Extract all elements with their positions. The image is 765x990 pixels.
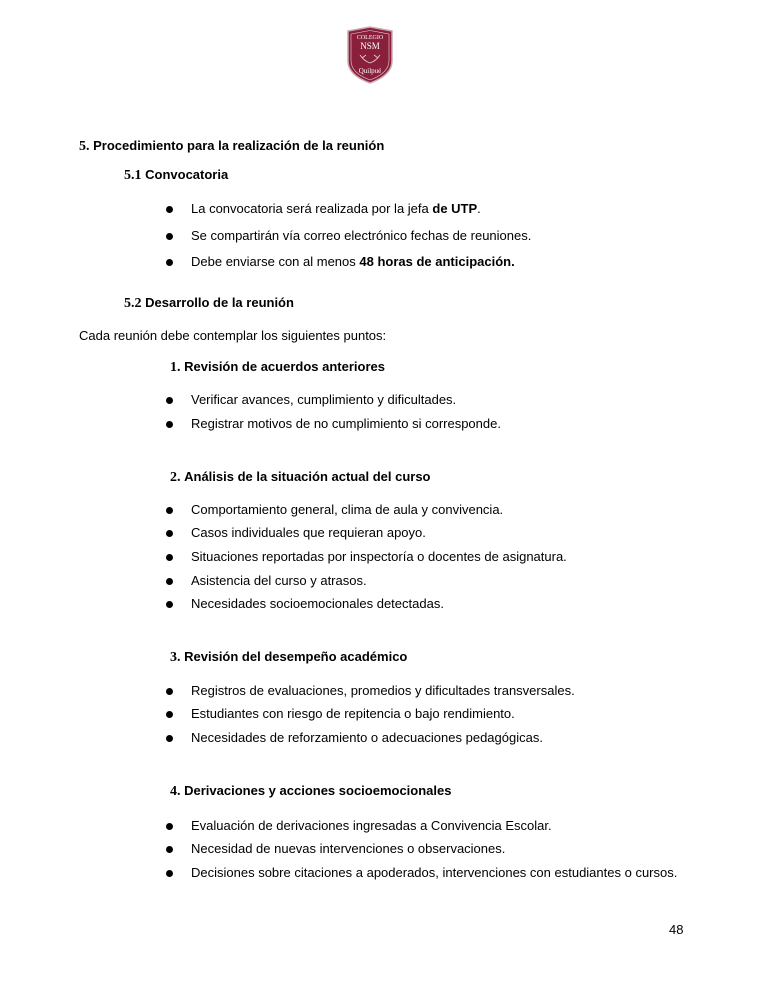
logo-line2: NSM [360, 41, 380, 51]
bullet-icon [166, 233, 173, 240]
bullet-icon [166, 601, 173, 608]
bullet-icon [166, 530, 173, 537]
bullet-icon [166, 206, 173, 213]
section-5-title: Procedimiento para la realización de la reunión [93, 138, 385, 153]
subsection-5-2-title: Desarrollo de la reunión [145, 295, 294, 310]
point-1-number: 1. [170, 360, 181, 375]
logo-line3: Quilpué [358, 67, 382, 75]
bullet-icon [166, 421, 173, 428]
list-item-text: Necesidades de reforzamiento o adecuaciones pedagógicas. [191, 730, 543, 745]
point-2-number: 2. [170, 470, 181, 485]
subsection-5-1-number: 5.1 [124, 168, 142, 183]
point-4-title: Derivaciones y acciones socioemocionales [184, 783, 452, 798]
list-item-text: Decisiones sobre citaciones a apoderados, intervenciones con estudiantes o cursos. [191, 865, 678, 880]
point-3-title: Revisión del desempeño académico [184, 649, 408, 664]
bullet-icon [166, 735, 173, 742]
section-5-heading [79, 138, 384, 155]
point-3-number: 3. [170, 650, 181, 665]
list-item-text: Estudiantes con riesgo de repitencia o bajo rendimiento. [191, 706, 515, 721]
school-crest-logo [342, 25, 398, 85]
list-item-text: Verificar avances, cumplimiento y dificultades. [191, 392, 457, 407]
point-2-title: Análisis de la situación actual del curso [184, 469, 431, 484]
list-item-bold-text: 48 horas de anticipación. [359, 254, 515, 269]
bullet-icon [166, 711, 173, 718]
list-item-text: Registros de evaluaciones, promedios y dificultades transversales. [191, 683, 575, 698]
point-4-number: 4. [170, 784, 181, 799]
point-1-title: Revisión de acuerdos anteriores [184, 359, 385, 374]
bullet-icon [166, 846, 173, 853]
intro-paragraph: Cada reunión debe contemplar los siguientes puntos: [79, 328, 387, 343]
list-item-text: Se compartirán vía correo electrónico fechas de reuniones. [191, 228, 532, 243]
bullet-icon [166, 578, 173, 585]
point-2-heading [170, 469, 430, 486]
list-item-text: Necesidad de nuevas intervenciones o observaciones. [191, 841, 506, 856]
bullet-icon [166, 688, 173, 695]
list-item-text: Debe enviarse con al menos [191, 254, 360, 269]
list-item-text: Asistencia del curso y atrasos. [191, 573, 367, 588]
point-3-heading [170, 649, 407, 666]
list-item-text: . [477, 201, 481, 216]
subsection-5-2-number: 5.2 [124, 296, 142, 311]
subsection-5-1-title: Convocatoria [145, 167, 229, 182]
list-item-text: Necesidades socioemocionales detectadas. [191, 596, 444, 611]
bullet-icon [166, 397, 173, 404]
bullet-icon [166, 870, 173, 877]
subsection-5-2-heading [124, 295, 294, 312]
point-1-heading [170, 359, 385, 376]
logo-line1: COLEGIO [356, 35, 384, 41]
list-item-text: Situaciones reportadas por inspectoría o docentes de asignatura. [191, 549, 567, 564]
bullet-icon [166, 554, 173, 561]
list-item-text: Evaluación de derivaciones ingresadas a Convivencia Escolar. [191, 818, 552, 833]
list-item-text: La convocatoria será realizada por la jefa [191, 201, 433, 216]
bullet-icon [166, 507, 173, 514]
page-number: 48 [669, 922, 684, 937]
bullet-icon [166, 259, 173, 266]
section-5-number: 5. [79, 139, 90, 154]
list-item-bold-text: de UTP [432, 201, 478, 216]
list-item-text: Comportamiento general, clima de aula y convivencia. [191, 502, 504, 517]
subsection-5-1-heading [124, 167, 228, 184]
list-item-text: Casos individuales que requieran apoyo. [191, 525, 426, 540]
point-4-heading [170, 783, 451, 800]
list-item-text: Registrar motivos de no cumplimiento si corresponde. [191, 416, 501, 431]
bullet-icon [166, 823, 173, 830]
